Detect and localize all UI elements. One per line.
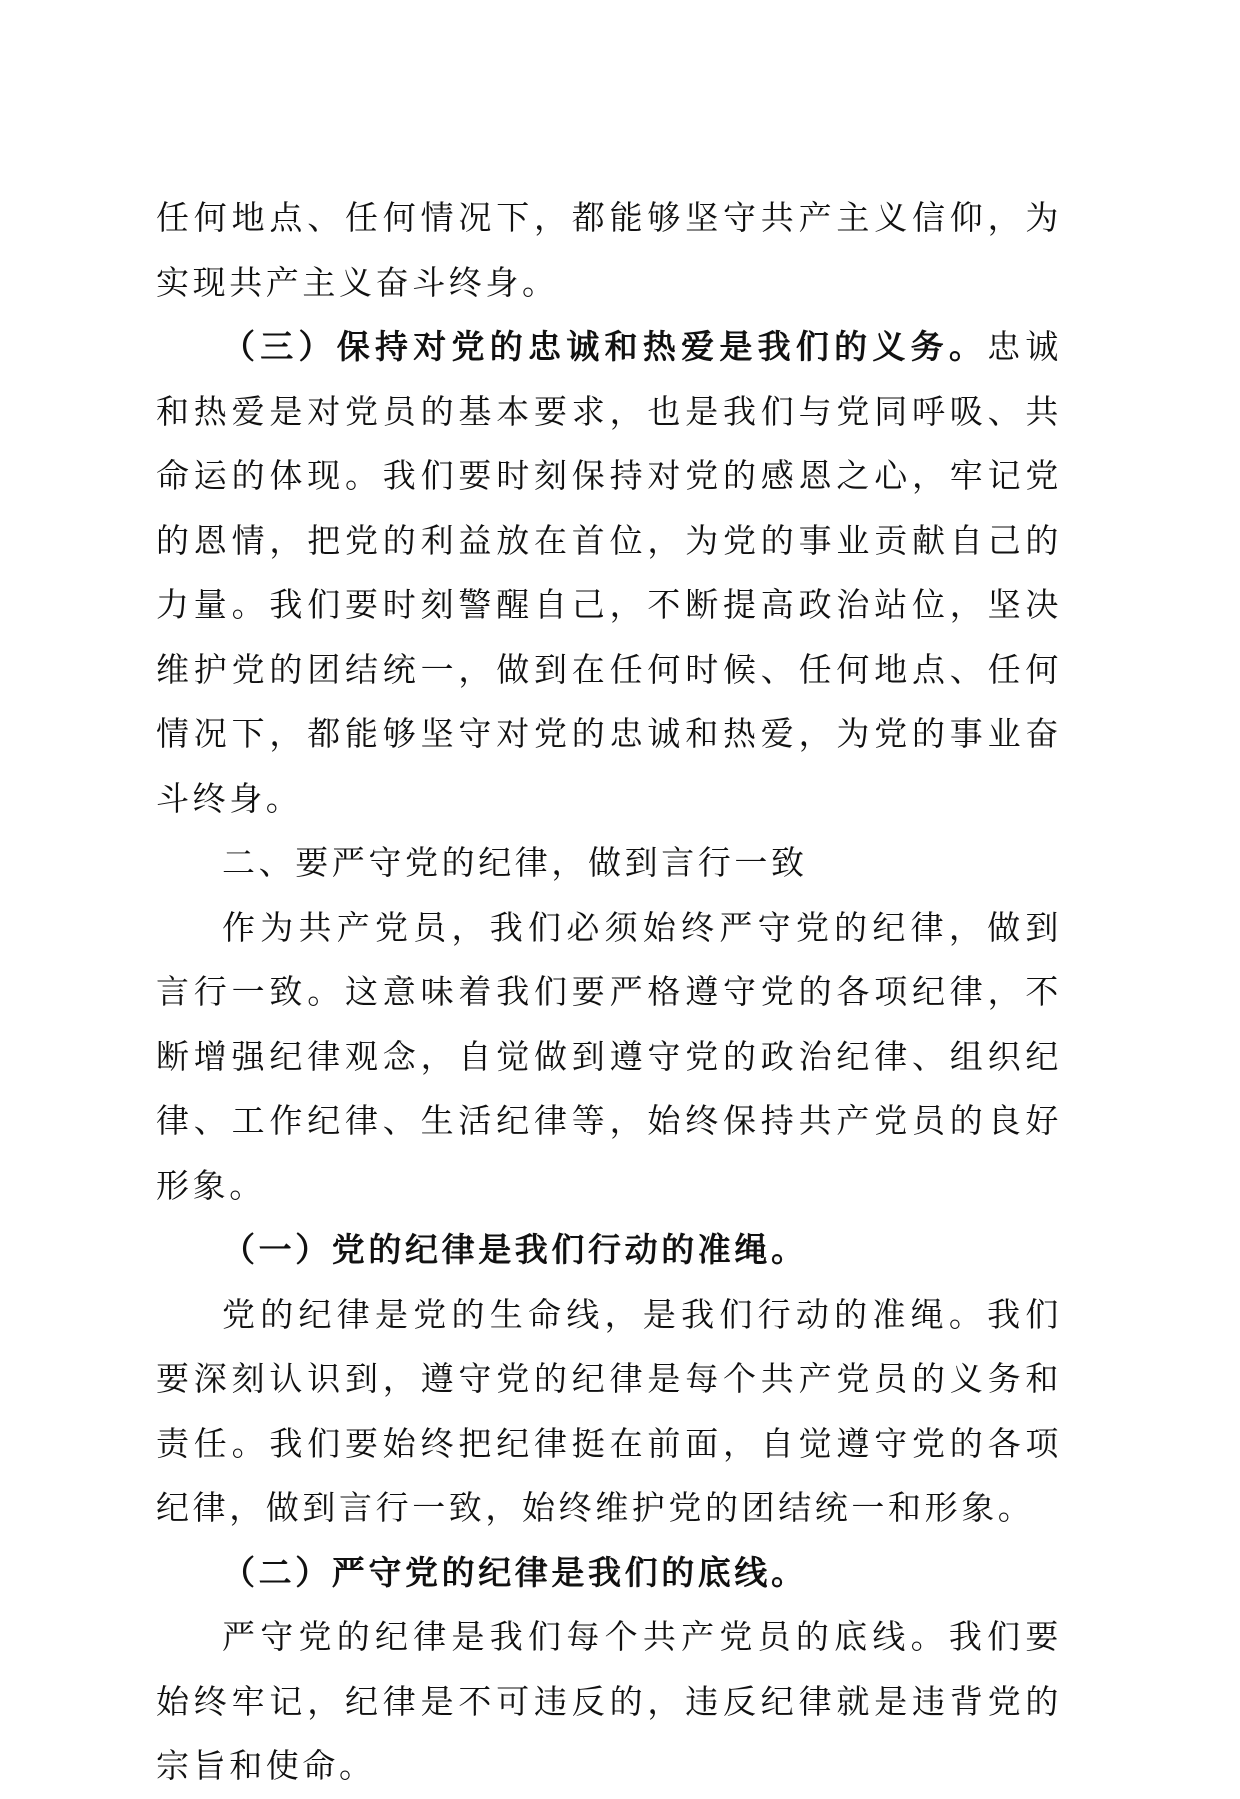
paragraph-continuation: 任何地点、任何情况下，都能够坚守共产主义信仰，为实现共产主义奋斗终身。 xyxy=(156,198,1062,302)
paragraph-loyalty xyxy=(156,315,1062,831)
paragraph-loyalty-text: 忠诚和热爱是对党员的基本要求，也是我们与党同呼吸、共命运的体现。我们要时刻保持对党的感恩之心，牢记党的恩情，把党的利益放在首位，为党的事业贡献自己的力量。我们要时刻警醒自己，不断提高政治站位，坚决维护党的团结统一，做到在任何时候、任何地点、任何情况下，都能够坚守对党的忠诚和热爱，为党的事业奋斗终身。 xyxy=(156,327,1062,818)
paragraph-discipline-intro: 作为共产党员，我们必须始终严守党的纪律，做到言行一致。这意味着我们要严格遵守党的各项纪律，不断增强纪律观念，自觉做到遵守党的政治纪律、组织纪律、工作纪律、生活纪律等，始终保持共产党员的良好形象。 xyxy=(156,907,1062,1205)
document-body xyxy=(156,186,1062,1799)
section-heading-discipline: 二、要严守党的纪律，做到言行一致 xyxy=(222,843,808,882)
paragraph-discipline-bottomline: 严守党的纪律是我们每个共产党员的底线。我们要始终牢记，纪律是不可违反的，违反纪律就是违背党的宗旨和使命。 xyxy=(156,1617,1062,1785)
paragraph-discipline-guideline: 党的纪律是党的生命线，是我们行动的准绳。我们要深刻认识到，遵守党的纪律是每个共产党员的义务和责任。我们要始终把纪律挺在前面，自觉遵守党的各项纪律，做到言行一致，始终维护党的团结统一和形象。 xyxy=(156,1294,1062,1527)
subheading-discipline-guideline: （一）党的纪律是我们行动的准绳。 xyxy=(222,1230,808,1269)
subheading-discipline-bottomline: （二）严守党的纪律是我们的底线。 xyxy=(222,1552,808,1592)
subheading-loyalty: （三）保持对党的忠诚和热爱是我们的义务。 xyxy=(222,327,988,366)
